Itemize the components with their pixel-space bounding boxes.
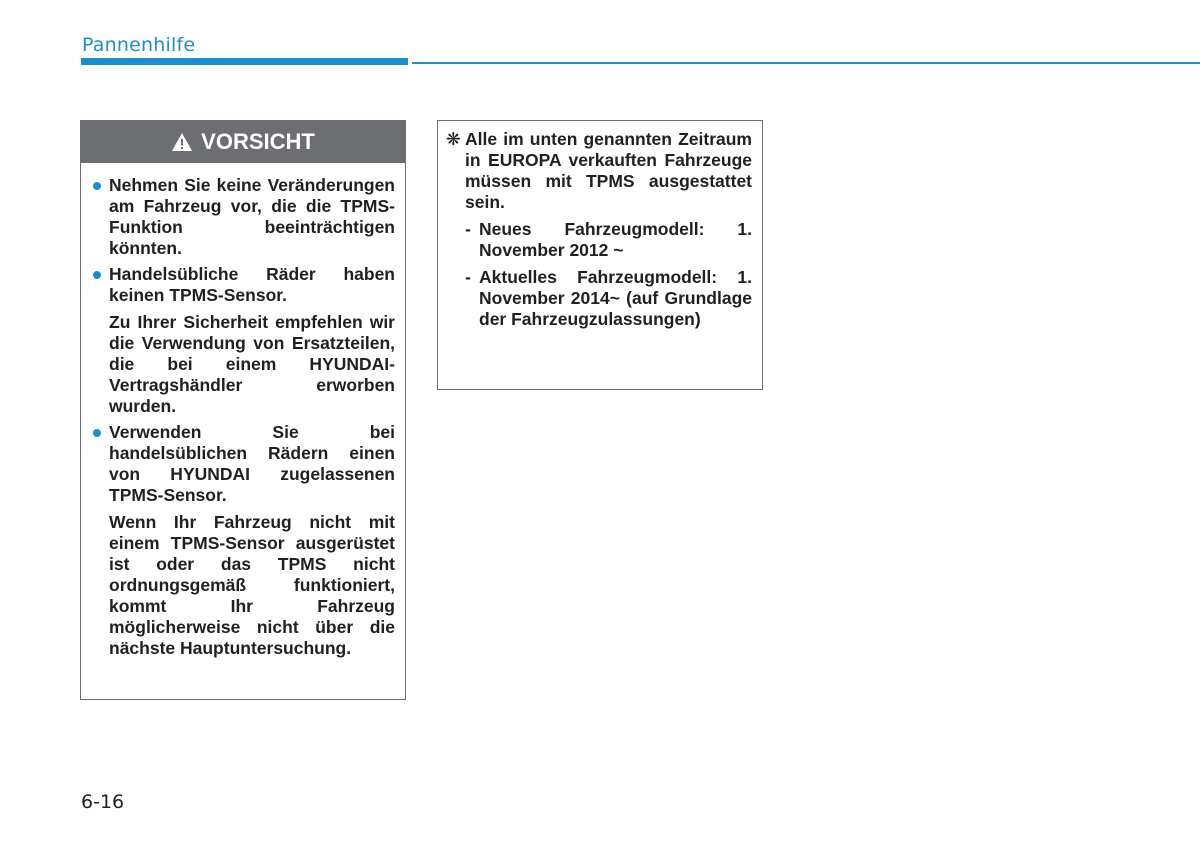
caution-item xyxy=(93,264,395,306)
caution-item-text: Verwenden Sie bei handelsüblichen Rädern einen von HYUNDAI zugelassenen TPMS-Sensor. xyxy=(109,422,395,505)
caution-box xyxy=(80,120,406,700)
note-list-item xyxy=(446,219,752,261)
page-number: 6-16 xyxy=(81,791,125,813)
bullet-icon xyxy=(93,429,101,437)
header-rule-thick xyxy=(81,58,408,65)
note-intro-text: Alle im unten genannten Zeitraum in EUROPA verkauften Fahrzeuge müssen mit TPMS ausgestattet sein. xyxy=(465,129,752,212)
caution-item-followup: Zu Ihrer Sicherheit empfehlen wir die Verwendung von Ersatzteilen, die bei einem HYUNDAI-Vertragshändler erworben wurden. xyxy=(109,312,395,416)
caution-body xyxy=(81,163,405,659)
caution-item-text: Nehmen Sie keine Veränderungen am Fahrzeug vor, die die TPMS-Funktion beeinträchtigen könnten. xyxy=(109,175,395,258)
caution-header xyxy=(81,121,405,163)
note-list-item-text: Aktuelles Fahrzeugmodell: 1. November 2014~ (auf Grundlage der Fahrzeugzulassungen) xyxy=(479,267,752,329)
bullet-icon xyxy=(93,271,101,279)
dash-marker: - xyxy=(465,219,471,239)
header-rule-thin xyxy=(412,62,1200,64)
caution-title: VORSICHT xyxy=(201,129,315,154)
note-box xyxy=(437,120,763,390)
caution-item-followup: Wenn Ihr Fahrzeug nicht mit einem TPMS-Sensor ausgerüstet ist oder das TPMS nicht ordnungsgemäß funktioniert, kommt Ihr Fahrzeug möglicherweise nicht über die nächste Hauptuntersuchung. xyxy=(109,512,395,658)
caution-item xyxy=(93,422,395,506)
caution-item xyxy=(93,175,395,259)
caution-item-text: Handelsübliche Räder haben keinen TPMS-Sensor. xyxy=(109,264,395,305)
note-list-item xyxy=(446,267,752,330)
section-title: Pannenhilfe xyxy=(82,34,196,56)
dash-marker: - xyxy=(465,267,471,287)
note-list-item-text: Neues Fahrzeugmodell: 1. November 2012 ~ xyxy=(479,219,752,260)
asterism-icon: ❋ xyxy=(446,129,461,149)
warning-triangle-icon xyxy=(171,132,193,152)
note-intro xyxy=(446,129,752,213)
bullet-icon xyxy=(93,182,101,190)
